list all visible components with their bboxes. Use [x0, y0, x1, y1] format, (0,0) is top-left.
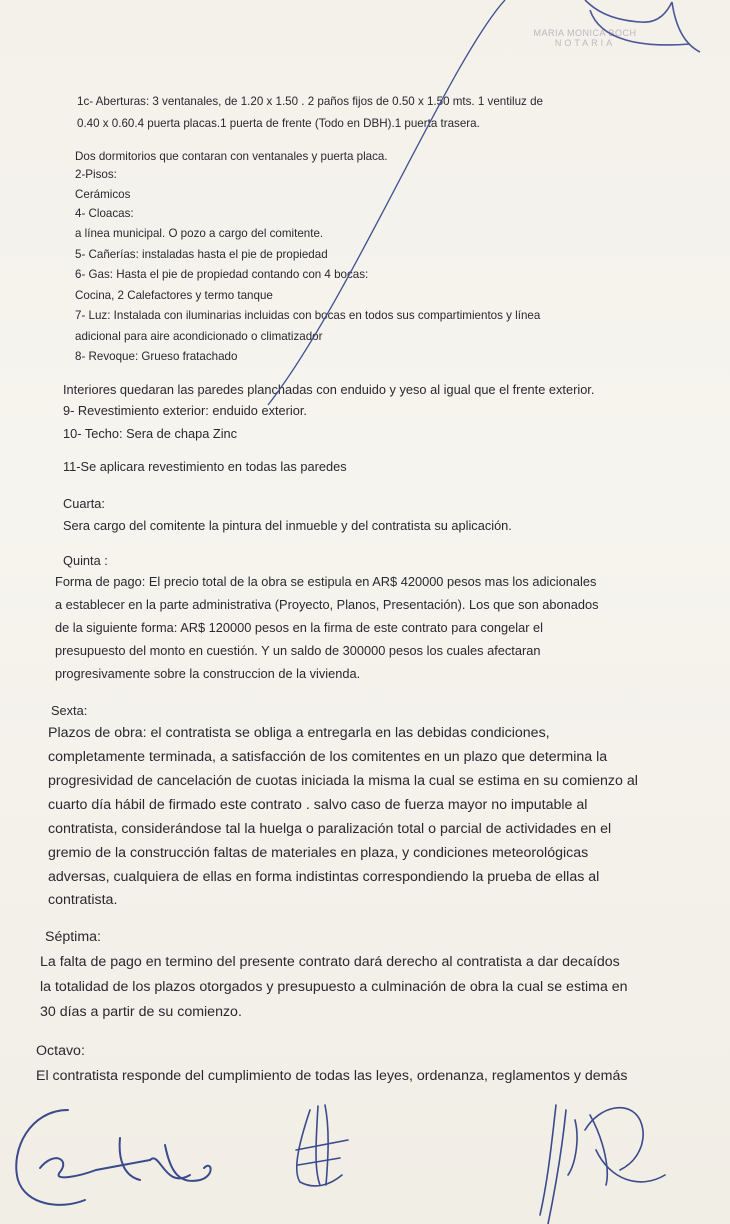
text-line: 6- Gas: Hasta el pie de propiedad contando con 4 bocas:	[75, 268, 369, 281]
text-line: Cocina, 2 Calefactores y termo tanque	[75, 289, 273, 302]
text-line: 0.40 x 0.60.4 puerta placas.1 puerta de frente (Todo en DBH).1 puerta trasera.	[77, 117, 480, 130]
text-line: 30 días a partir de su comienzo.	[40, 1004, 242, 1020]
section-heading: Cuarta:	[63, 496, 105, 511]
text-line: Cerámicos	[75, 188, 131, 201]
text-line: contratista, considerándose tal la huelga o paralización total o parcial de actividades en el	[48, 821, 612, 837]
text-line: Sera cargo del comitente la pintura del inmueble y del contratista su aplicación.	[63, 518, 512, 533]
text-line: completamente terminada, a satisfacción de los comitentes en un plazo que determina la	[48, 749, 608, 765]
text-line: la totalidad de los plazos otorgados y presupuesto a culminación de obra la cual se estima en	[40, 979, 628, 995]
text-line: El contratista responde del cumplimiento de todas las leyes, ordenanza, reglamentos y demás	[36, 1068, 628, 1084]
notary-signature-mark	[585, 0, 700, 52]
text-line: cuarto día hábil de firmado este contrato . salvo caso de fuerza mayor no imputable al	[48, 797, 588, 813]
text-line: a establecer en la parte administrativa (Proyecto, Planos, Presentación). Los que son abonados	[55, 597, 599, 612]
section-heading: Sexta:	[51, 703, 88, 718]
text-line: La falta de pago en termino del presente contrato dará derecho al contratista a dar decaídos	[40, 954, 620, 970]
text-line: Plazos de obra: el contratista se obliga a entregarla en las debidas condiciones,	[48, 725, 550, 741]
text-line: a línea municipal. O pozo a cargo del comitente.	[75, 227, 324, 240]
stamp-name: MARIA MONICA BOCH	[533, 28, 637, 38]
text-line: 7- Luz: Instalada con iluminarias incluidas con bocas en todos sus compartimientos y línea	[75, 309, 541, 322]
text-line: 8- Revoque: Grueso fratachado	[75, 350, 238, 363]
section-heading: Séptima:	[45, 929, 101, 945]
text-line: 11-Se aplicara revestimiento en todas las paredes	[63, 459, 347, 474]
text-line: contratista.	[48, 892, 118, 908]
text-line: Interiores quedaran las paredes planchadas con enduido y yeso al igual que el frente exterior.	[63, 382, 595, 397]
text-line: Forma de pago: El precio total de la obra se estipula en AR$ 420000 pesos mas los adicionales	[55, 574, 597, 589]
text-line: Dos dormitorios que contaran con ventanales y puerta placa.	[75, 150, 388, 163]
text-line: 10- Techo: Sera de chapa Zinc	[63, 426, 238, 441]
text-line: adversas, cualquiera de ellas en forma indistintas correspondiendo la prueba de ellas al	[48, 869, 600, 885]
text-line: 4- Cloacas:	[75, 207, 134, 220]
section-heading: Octavo:	[36, 1043, 85, 1059]
cancellation-stroke	[268, 0, 505, 405]
text-line: 9- Revestimiento exterior: enduido exterior.	[63, 403, 307, 418]
signature-middle	[296, 1105, 348, 1186]
text-line: adicional para aire acondicionado o climatizador	[75, 330, 323, 343]
text-line: presupuesto del monto en cuestión. Y un saldo de 300000 pesos los cuales afectaran	[55, 643, 541, 658]
section-heading: Quinta :	[63, 553, 108, 568]
signature-left	[16, 1110, 210, 1205]
signature-right	[540, 1105, 665, 1224]
text-line: 5- Cañerías: instaladas hasta el pie de propiedad	[75, 248, 328, 261]
stamp-title: NOTARIA	[554, 38, 616, 48]
text-line: gremio de la construcción faltas de materiales en plaza, y condiciones meteorológicas	[48, 845, 589, 861]
text-line: progresivamente sobre la construccion de la vivienda.	[55, 666, 361, 681]
text-line: de la siguiente forma: AR$ 120000 pesos en la firma de este contrato para congelar el	[55, 620, 544, 635]
text-line: progresividad de cancelación de cuotas iniciada la misma la cual se estima en su comienzo al	[48, 773, 638, 789]
text-line: 1c- Aberturas: 3 ventanales, de 1.20 x 1.50 . 2 paños fijos de 0.50 x 1.50 mts. 1 ventiluz de	[77, 95, 543, 108]
text-line: 2-Pisos:	[75, 168, 117, 181]
